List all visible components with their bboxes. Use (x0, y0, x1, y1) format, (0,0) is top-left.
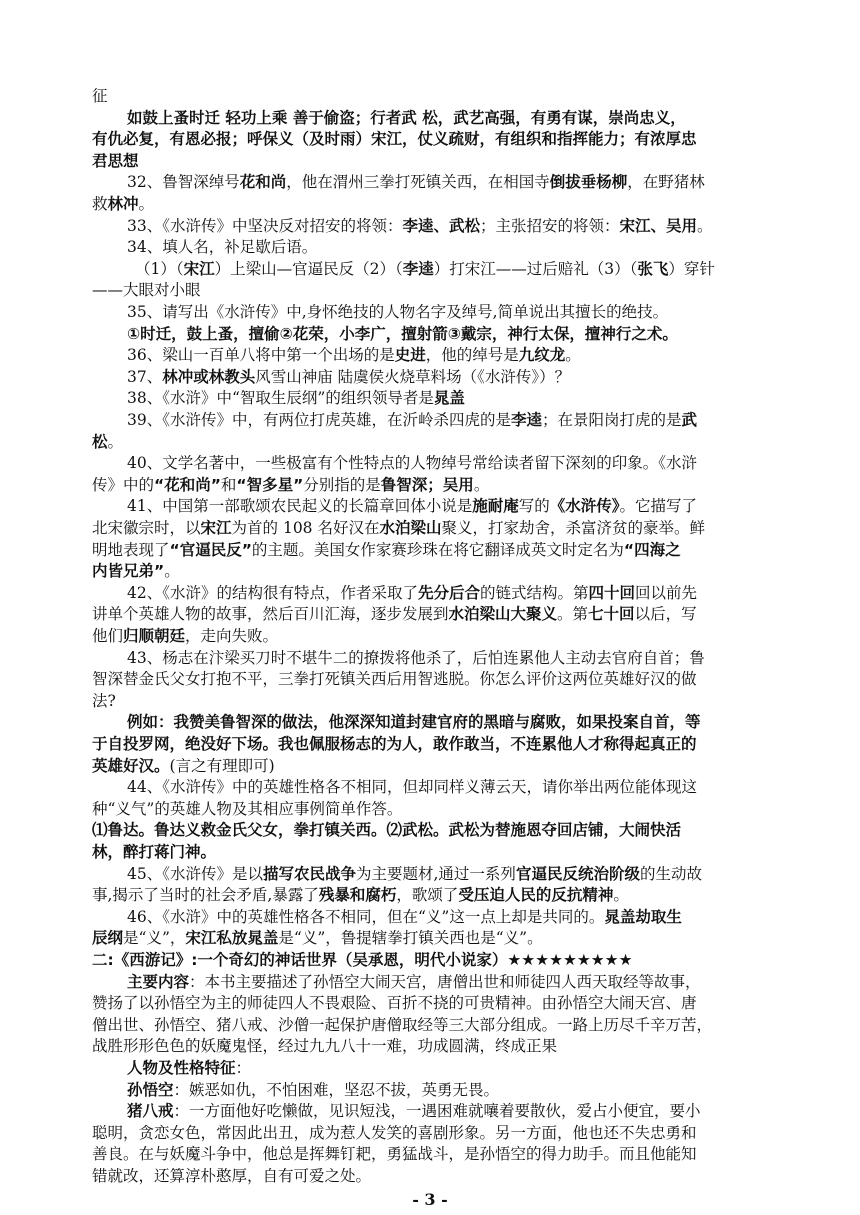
text-line (0, 1101, 860, 1121)
bold-text: 先分后合 (417, 583, 480, 602)
bold-text: 辰纲 (92, 929, 124, 948)
text: 写的 (518, 497, 550, 516)
text: 聪明，贪恋女色，常因此出丑，成为惹人发笑的喜剧形象。另一方面，他也还不失忠勇和 (92, 1123, 697, 1142)
text-line (0, 691, 860, 711)
bold-text: 宋江 (183, 259, 215, 278)
text-line (0, 453, 860, 473)
text-line (0, 583, 860, 603)
text: ——大眼对小眼 (92, 281, 201, 300)
text: 。它描写了 (619, 497, 698, 516)
text-line (0, 410, 860, 430)
text: (言之有理即可) (169, 756, 275, 775)
bold-text: 英雄好汉。 (92, 756, 170, 775)
text: 45、《水浒传》是以 (127, 864, 263, 883)
bold-text: ⑴鲁达。鲁达义救金氏父女，拳打镇关西。⑵武松。武松为替施恩夺回店铺，大闹快活 (92, 821, 682, 840)
text: 以后，写 (634, 605, 697, 624)
text: 分别指的是 (303, 475, 381, 494)
text: 33、《水浒传》中坚决反对招安的将领： (127, 216, 403, 235)
text: （1）（ (135, 259, 184, 278)
text-line (0, 1166, 860, 1186)
text-line (0, 885, 860, 905)
text-line (0, 950, 860, 970)
bold-text: 描写农民战争 (262, 864, 356, 883)
text-line (0, 842, 860, 862)
text: 41、中国第一部歌颂农民起义的长篇章回体小说是 (127, 497, 473, 516)
bold-text: 孙悟空 (127, 1080, 174, 1099)
bold-text: “花和尚” (154, 475, 221, 494)
bold-text: 二:《西游记》:一个奇幻的神话世界（吴承恩，明代小说家）★★★★★★★★★ (92, 951, 633, 969)
text-line (0, 712, 860, 732)
text: ，在野猪林 (627, 173, 705, 192)
bold-text: 施耐庵 (472, 497, 519, 516)
text: 40、文学名著中，一些极富有个性特点的人物绰号常给读者留下深刻的印象。《水浒 (127, 454, 697, 473)
bold-text: 宋江私放晁盖 (185, 929, 279, 948)
text: 是“义”，鲁提辖拳打镇关西也是“义”。 (278, 929, 543, 948)
text: ，他的绰号是 (425, 346, 519, 365)
text: 风雪山神庙 陆虞侯火烧草料场（《水浒传》）？ (255, 367, 571, 386)
text-line (0, 108, 860, 128)
text: 回以前先 (635, 583, 698, 602)
bold-text: 残暴和腐朽 (318, 886, 397, 905)
text: ）打宋江——过后赔礼（3）（ (433, 259, 638, 278)
text: 。 (613, 886, 629, 905)
text: 传》中的 (92, 475, 155, 494)
text-line (0, 604, 860, 624)
text-line (0, 518, 860, 538)
text-line (0, 756, 860, 776)
text: ）上梁山—官逼民反（2）（ (214, 259, 403, 278)
bold-text: ①时迁，鼓上蚤，擅偷②花荣，小李广，擅射箭③戴宗，神行太保，擅神行之术。 (127, 324, 678, 343)
bold-text: 宋江、吴用 (619, 216, 698, 235)
text-line (0, 972, 860, 992)
bold-text: 如鼓上蚤时迁 轻功上乘 善于偷盗；行者武 松，武艺高强，有勇有谋，崇尚忠义， (127, 108, 686, 127)
bold-text: 晁盖 (433, 389, 465, 408)
text-line (0, 626, 860, 646)
bold-text: 九纹龙 (518, 346, 566, 365)
text: 39、《水浒传》中，有两位打虎英雄，在沂岭杀四虎的是 (127, 411, 511, 429)
text: 和 (220, 475, 237, 494)
bold-text: 猪八戒 (127, 1102, 174, 1121)
text: ；主张招安的将领： (480, 216, 620, 235)
text-line (0, 1080, 860, 1100)
text: 北宋徽宗时，以 (92, 519, 201, 537)
text-line (0, 216, 860, 236)
text: 的生动故 (639, 864, 702, 883)
text: 种“义气”的英雄人物及其相应事例简单作答。 (92, 799, 403, 818)
text-line (0, 194, 860, 214)
text: 为主要题材,通过一系列 (356, 864, 516, 883)
text-line (0, 777, 860, 797)
text: 34、填人名，补足歇后语。 (127, 238, 318, 257)
text-line (0, 237, 860, 257)
text-line (0, 1036, 860, 1056)
text-line (0, 993, 860, 1013)
text: 44、《水浒传》中的英雄性格各不相同，但却同样义薄云天，请你举出两位能体现这 (127, 778, 697, 797)
text-line (0, 799, 860, 819)
text: 43、杨志在汴梁买刀时不堪牛二的撩拨将他杀了，后怕连累他人主动去官府自首；鲁 (127, 648, 705, 667)
text: 35、请写出《水浒传》中,身怀绝技的人物名字及绰号,简单说出其擅长的绝技。 (127, 303, 669, 321)
text-line (0, 540, 860, 560)
bold-text: 李逵 (402, 259, 434, 278)
bold-text: 宋江 (200, 519, 232, 537)
bold-text: 官逼民反统治阶级 (515, 864, 640, 883)
text-line (0, 129, 860, 149)
text-line (0, 388, 860, 408)
text-line (0, 734, 860, 754)
text: 法? (92, 691, 116, 710)
text: 38、《水浒》中“智取生辰纲”的组织领导者是 (127, 389, 434, 408)
text-line (0, 302, 860, 322)
bold-text: 林冲 (107, 195, 139, 213)
text-line (0, 669, 860, 689)
text: 36、梁山一百单八将中第一个出场的是 (127, 346, 395, 365)
text-line (0, 1144, 860, 1164)
text: 的主题。美国女作家赛珍珠在将它翻译成英文时定名为 (251, 540, 624, 559)
text: 。 (164, 562, 180, 581)
text: 智深替金氏父女打抱不平，三拳打死镇关西后用智逃脱。你怎么评价这两位英雄好汉的做 (92, 670, 697, 689)
bold-text: 林冲或林教头 (162, 367, 256, 386)
text: 是“义”， (123, 929, 186, 948)
text: 37、 (127, 367, 163, 386)
text: 僧出世、孙悟空、猪八戒、沙僧一起保护唐僧取经等三大部分组成。一路上历尽千辛万苦， (92, 1015, 713, 1034)
bold-text: 有仇必复，有恩必报；呼保义（及时雨）宋江，仗义疏财，有组织和指挥能力；有浓厚忠 (92, 130, 697, 149)
text-line (0, 820, 860, 840)
text: 。 (473, 475, 490, 494)
bold-text: 林，醉打蒋门神。 (92, 843, 217, 861)
text: 讲单个英雄人物的故事，然后百川汇海，逐步发展到 (92, 605, 449, 624)
text: ：一方面他好吃懒做，见识短浅，一遇困难就嚷着要散伙，爱占小便宜，要小 (173, 1102, 701, 1121)
text: 征 (92, 87, 108, 105)
bold-text: 主要内容 (127, 972, 190, 991)
text: 他们 (92, 627, 124, 645)
text: 。 (697, 216, 713, 235)
bold-text: 水泊梁山大聚义 (448, 605, 558, 624)
text: ）穿针 (668, 259, 715, 278)
text: 。 (138, 195, 155, 213)
text-line (0, 324, 860, 344)
bold-text: 四十回 (588, 583, 636, 602)
text-line (0, 648, 860, 668)
bold-text: 史进 (394, 346, 426, 365)
bold-text: 李逵、武松 (402, 216, 480, 235)
bold-text: 张飞 (637, 259, 669, 278)
text: 。第 (557, 605, 589, 624)
text: 错就改，还算淳朴憨厚，自有可爱之处。 (92, 1167, 372, 1185)
text-line (0, 496, 860, 516)
text: 事,揭示了当时的社会矛盾,暴露了 (92, 886, 319, 905)
bold-text: 《水浒传》 (549, 497, 620, 516)
text-line (0, 432, 860, 452)
text: ，歌颂了 (396, 886, 459, 905)
bold-text: 例如：我赞美鲁智深的做法，他深深知道封建官府的黑暗与腐败，如果投案自首，等 (127, 713, 701, 732)
text: 赞扬了以孙悟空为主的师徒四人不畏艰险、百折不挠的可贵精神。由孙悟空大闹天宫、唐 (92, 994, 697, 1013)
text-line (0, 259, 860, 279)
text-line (0, 86, 860, 106)
text: ，他在渭州三拳打死镇关西，在相国寺 (286, 173, 550, 192)
text-line (0, 172, 860, 192)
text: 。 (565, 346, 581, 365)
bold-text: 鲁智深；吴用 (380, 475, 474, 494)
text-line (0, 1123, 860, 1143)
bold-text: 内皆兄弟” (92, 562, 165, 581)
text: 为首的 108 名好汉在 (231, 519, 380, 537)
bold-text: 于自投罗网，绝没好下场。我也佩服杨志的为人，敢作敢当，不连累他人才称得起真正的 (92, 735, 697, 753)
bold-text: 花和尚 (239, 173, 287, 192)
text: 42、《水浒》的结构很有特点，作者采取了 (127, 583, 418, 602)
bold-text: 晁盖劫取生 (604, 907, 682, 926)
text: 聚义，打家劫舍，杀富济贫的豪举。鲜 (441, 519, 706, 537)
text-line (0, 1015, 860, 1035)
text: ，走向失败。 (185, 627, 279, 645)
text: ：本书主要描述了孙悟空大闹天宫，唐僧出世和师徒四人西天取经等故事， (189, 972, 701, 991)
bold-text: 李逵 (510, 411, 542, 429)
text: 战胜形形色色的妖魔鬼怪，经过九九八十一难，功成圆满，终成正果 (92, 1037, 558, 1056)
text: 32、鲁智深绰号 (127, 173, 240, 192)
text: ；在景阳岗打虎的是 (542, 411, 682, 429)
text-line (0, 345, 860, 365)
bold-text: 武 (681, 411, 698, 429)
text-line (0, 864, 860, 884)
bold-text: “四海之 (623, 540, 681, 559)
text: 明地表现了 (92, 540, 170, 559)
text-line (0, 475, 860, 495)
text: ： (235, 1059, 252, 1077)
text-line (0, 280, 860, 300)
text-line (0, 151, 860, 171)
bold-text: “官逼民反” (169, 540, 252, 559)
text: 46、《水浒》中的英雄性格各不相同，但在“义”这一点上却是共同的。 (127, 907, 605, 926)
bold-text: 水泊梁山 (379, 519, 442, 537)
text-line (0, 561, 860, 581)
bold-text: 七十回 (588, 605, 635, 624)
bold-text: 人物及性格特征 (127, 1059, 236, 1077)
bold-text: 受压迫人民的反抗精神 (458, 886, 614, 905)
bold-text: 松 (92, 432, 108, 451)
page-number: - 3 - (412, 1189, 448, 1209)
text: 救 (92, 195, 108, 213)
bold-text: 君思想 (92, 151, 139, 170)
text: 的链式结构。第 (480, 583, 589, 602)
text-line (0, 367, 860, 387)
text-line (0, 928, 860, 948)
text: 。 (107, 432, 124, 451)
bold-text: 归顺朝廷 (123, 627, 186, 645)
bold-text: 倒拔垂杨柳 (549, 173, 628, 192)
text-line (0, 1058, 860, 1078)
text-line (0, 907, 860, 927)
text: ：嫉恶如仇，不怕困难，坚忍不拔，英勇无畏。 (173, 1080, 500, 1099)
text: 善良。在与妖魔斗争中，他总是挥舞钉耙，勇猛战斗，是孙悟空的得力助手。而且他能知 (92, 1145, 697, 1164)
bold-text: “智多星” (236, 475, 304, 494)
